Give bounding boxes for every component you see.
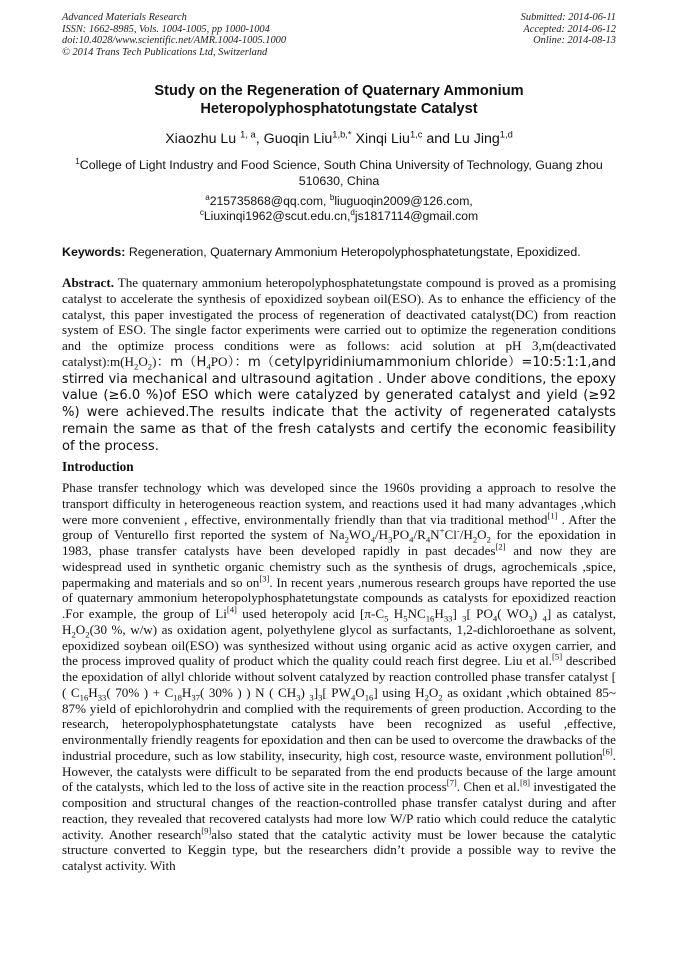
body-text: N [430,527,440,543]
email-c[interactable]: Liuxinqi1962@scut.edu.cn, [203,209,351,223]
body-text: O [428,684,439,700]
affiliation [62,157,616,189]
email-marker: d [350,207,355,217]
keywords-text: Regeneration, Quaternary Ammonium Heteropolyphosphatetungstate, Epoxidized. [128,245,581,259]
author-name: Xinqi Liu [355,131,410,147]
email-marker: a [205,192,210,202]
subscript: 2 [134,361,139,372]
body-text: used heteropoly acid [π-C [236,606,385,621]
abstract-text: ）：m（cetylpyridiniumammonium chloride）=10:5:1:1,and stirred via mechanical and ultrasound agitation . Under above conditions, the epoxy value (≥6.0 %)of ESO which were catalyzed by generated catalyst and yield (≥92 %) were achieved.The results indicate that the activity of regenerated catalysts remain the same as that of the fresh catalysts and certify the economic feasibility of the process. [62,354,617,454]
body-text: [ PO [466,606,493,621]
introduction-body [62,480,616,874]
body-text: O [477,527,487,543]
author-name: Lu Jing [454,131,500,147]
citation-ref[interactable]: [4] [226,604,237,615]
subscript: 18 [173,692,182,703]
body-text: NC [407,606,426,621]
title-line-1: Study on the Regeneration of Quaternary Ammonium [154,83,524,99]
email-b[interactable]: liuguoqin2009@126.com, [334,194,473,208]
body-text: Phase transfer technology which was developed since the 1960s providing a approach to resolve the transport difficulty in heterogeneous reaction system, and reactions used it had many advantages ,which were more convenient , effective, environmentally friendly than that via traditional method [62,480,616,527]
subscript: 3 [462,613,467,624]
subscript: 33 [443,613,453,624]
subscript: 2 [71,629,76,640]
subscript: 4 [350,692,356,703]
citation-ref[interactable]: [2] [495,541,506,552]
abstract-text: The quaternary ammonium heteropolyphosphatetungstate compound is proved as a promising catalyst to accelerate the synthesis of epoxidized soybean oil(ESO). As to enhance the efficiency of the catalyst, this paper investigated the process of regeneration of deactivated catalyst(DC) from reaction system of ESO. The single factor experiments were carried out to optimize the regeneration conditions and the optimize process conditions were as follows: acid solution at pH 3,m(deactivated catalyst):m(H [62,275,616,369]
keywords-label: Keywords: [62,245,126,259]
keywords [62,245,616,260]
body-text: ( 30% ) ) N ( CH [199,684,297,700]
author-emails [62,194,616,224]
body-text: . Chen et al. [456,779,520,795]
subscript: 4 [206,361,211,372]
body-text: ] as catalyst, H [62,606,617,637]
subscript: 2 [85,629,90,640]
author-list [40,131,638,148]
accepted-date: Accepted: 2014-06-12 [523,23,616,35]
subscript: 2 [147,361,153,372]
body-text: WO [348,527,371,543]
online-date: Online: 2014-08-13 [533,35,616,47]
subscript: 2 [344,534,349,545]
subscript: 2 [438,692,443,703]
email-d[interactable]: js1817114@gmail.com [354,209,479,223]
citation-ref[interactable]: [6] [602,746,613,757]
subscript: 16 [79,692,89,703]
subscript: 33 [97,692,107,703]
submitted-date: Submitted: 2014-06-11 [520,12,616,23]
subscript: 2 [472,534,478,545]
body-text: ] [452,606,463,621]
author-name: Guoqin Liu [263,131,333,147]
citation-ref[interactable]: [7] [446,777,457,788]
body-text: /R [413,527,426,543]
author-name: Xiaozhu Lu [165,131,237,147]
body-text: ) [300,684,310,700]
body-text: Cl [444,527,457,543]
abstract-text: PO [210,353,228,369]
subscript: 16 [364,692,374,703]
abstract-text: ) [152,353,157,369]
body-text: O [75,621,86,637]
email-a[interactable]: 215735868@qq.com, [209,194,327,208]
subscript: 3 [388,534,393,545]
author-affil-sup: 1,c [409,129,423,140]
affiliation-sup: 1 [75,156,80,166]
superscript: + [439,525,445,536]
email-marker: b [329,192,335,202]
subscript: 4 [542,613,547,624]
body-text: H [181,684,192,700]
subscript: 5 [403,613,408,624]
subscript: 3 [296,692,301,703]
citation-ref[interactable]: [5] [552,651,563,662]
citation-ref[interactable]: [9] [201,825,212,836]
body-text: as oxidant ,which obtained 85~ 87% yield of epichlorohydrin and complied with the requirements of green production. According to the research, heteropolyphosphatetungstate catalysts have been recognized as useful ,effective, environmentally friendly reagents for epoxidation and then can be used to overcome the drawbacks of the industrial procedure, such as low stability, insecurity, high cost, resource waste, environment pollution [62,684,616,763]
author-separator: , [255,131,264,147]
section-heading-introduction: Introduction [62,459,134,474]
body-text: and now they are widespread used in synthetic organic chemistry such as the synthesis of drugs, agrochemicals ,spice, papermaking and materials and so on [62,543,617,590]
subscript: 3 [309,692,314,703]
abstract [62,275,616,454]
body-text: investigated the composition and structural changes of the reaction-controlled phase transfer catalyst during and after reaction, they revealed that recovered catalysts had more low W/P ratio which could reduce the catalytic activity. Another research [62,779,616,842]
copyright-line: © 2014 Trans Tech Publications Ltd, Switzerland [62,46,268,58]
journal-header [62,12,286,58]
author-separator: and [422,131,455,147]
author-affil-sup: 1,b,* [332,129,352,140]
body-text: . In recent years ,numerous research groups have reported the use of quaternary ammonium heteropolyphosphatetungstate compounds as catalysts for epoxidized reaction .For example, the group of Li [62,574,616,621]
issn-line: ISSN: 1662-8985, Vols. 1004-1005, pp 1000-1004 [62,23,270,35]
subscript: 4 [409,534,414,545]
author-affil-sup: 1,d [499,129,513,140]
body-text: ( WO [497,606,529,621]
abstract-text: O [138,353,148,369]
title-line-2: Heteropolyphosphatotungstate Catalyst [200,101,478,117]
body-text: H [388,606,404,621]
dates-header [521,12,616,47]
subscript: 4 [370,534,376,545]
subscript: 4 [492,613,498,624]
abstract-label: Abstract. [62,275,114,290]
doi-line: doi:10.4028/www.scientific.net/AMR.1004-1005.1000 [62,35,287,47]
citation-ref[interactable]: [8] [519,777,531,788]
subscript: 2 [424,692,429,703]
body-text: ( 70% ) + C [106,684,174,700]
body-text: (30 %, w/w) as oxidation agent, polyethylene glycol as surfactants, 1,2-dichloroethane as solvent, epoxidized soybean oil(ESO) was synthesized without using organic acid as active oxygen carrier, and the process improved quality of product which the quality could reach first degree. Liu et al. [62,621,616,669]
journal-name: Advanced Materials Research [62,12,187,23]
body-text: H [434,606,444,621]
body-text: also stated that the catalytic activity must be lower because the catalytic structure converted to Keggin type, but the researchers didn’t provide a possible way to revive the catalyst activity. With [62,826,616,873]
subscript: 3 [318,692,323,703]
body-text: H [88,684,98,700]
affiliation-line-2: 510630, China [298,174,380,188]
body-text: ] using H [373,684,425,700]
body-text: . However, the catalysts were difficult to be separated from the end products because of the large amount of the catalysts, which led to the loss of active site in the reaction process [62,747,616,795]
subscript: 4 [425,534,431,545]
citation-ref[interactable]: [3] [259,573,270,584]
body-text: for the epoxidation in 1983, phase transfer catalysts have been developed rapidly in past decades [62,527,616,558]
subscript: 2 [486,534,491,545]
body-text: . After the group of Venturello first reported the system of Na [62,511,616,543]
email-marker: c [199,207,204,217]
subscript: 16 [425,613,435,624]
body-text: [ PW [322,684,351,700]
body-text: PO [392,527,410,543]
body-text: /H [375,527,389,543]
subscript: 5 [384,613,389,624]
body-text: described the epoxidation of allyl chloride without solvent catalyzed by reaction controlled phase transfer catalyst [ ( C [62,653,616,700]
superscript: - [456,525,460,536]
subscript: 37 [191,692,200,703]
affiliation-line-1: College of Light Industry and Food Science, South China University of Technology, Guang zhou [79,158,603,172]
paper-title [40,82,638,118]
abstract-text: ：m（H [156,354,207,370]
author-affil-sup: 1, a [240,129,256,140]
body-text: O [355,684,365,700]
body-text: ) [532,606,543,621]
body-text: ] [313,684,319,700]
body-text: /H [459,527,473,543]
citation-ref[interactable]: [1] [547,510,558,521]
subscript: 3 [528,613,533,624]
